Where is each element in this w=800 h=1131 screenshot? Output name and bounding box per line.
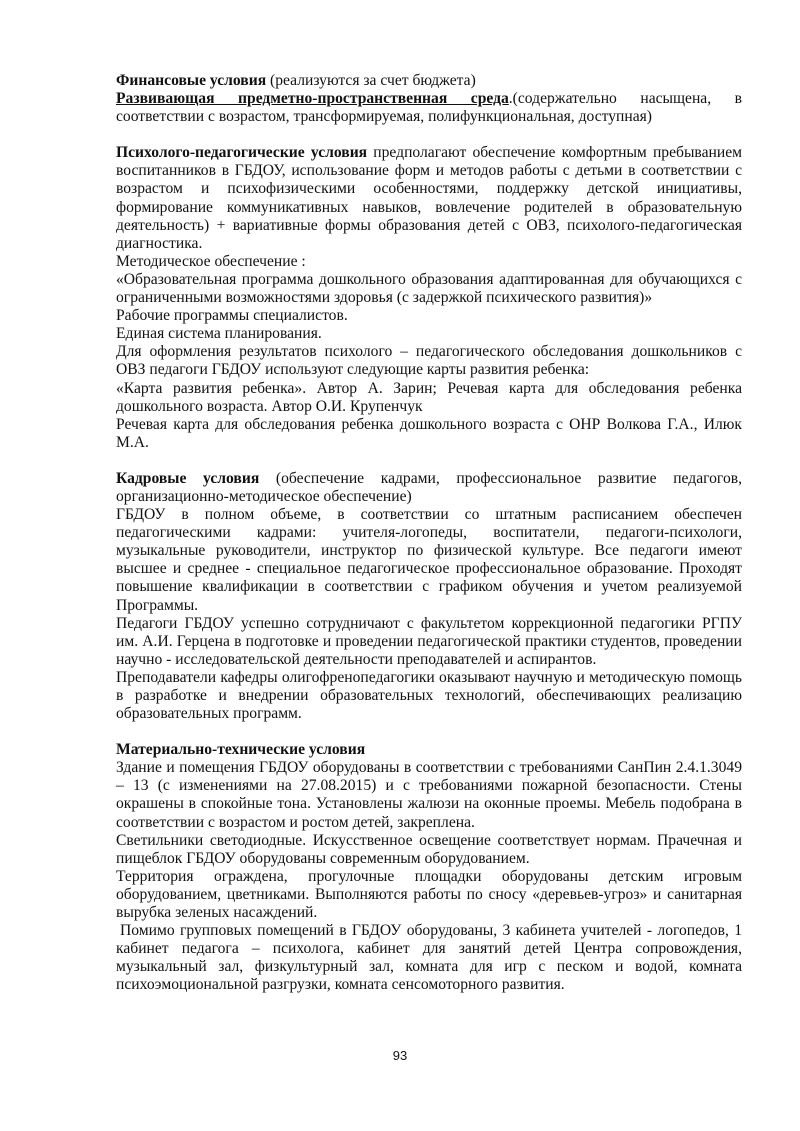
- spacer: [116, 126, 742, 144]
- environment-paragraph: [116, 90, 742, 126]
- financial-conditions-paragraph: [116, 72, 742, 90]
- material-paragraph-1: Здание и помещения ГБДОУ оборудованы в соответствии с требованиями СанПин 2.4.1.3049 – 13 (с изменениями на 27.08.2015) и с требованиями пожарной безопасности. Стены окрашены в спокойные тона. Установлены жалюзи на оконные проемы. Мебель подобрана в соответствии с возрастом и ростом детей, закреплена.: [116, 759, 742, 831]
- material-paragraph-4: Помимо групповых помещений в ГБДОУ оборудованы, 3 кабинета учителей - логопедов, 1 кабинет педагога – психолога, кабинет для занятий детей Центра сопровождения, музыкальный зал, физкультурный зал, комната для игр с песком и водой, комната психоэмоциональной разгрузки, комната сенсомоторного развития.: [116, 922, 742, 994]
- psych-conditions-title: Психолого-педагогические условия: [116, 144, 368, 162]
- staff-paragraph-1: ГБДОУ в полном объеме, в соответствии со штатным расписанием обеспечен педагогическими кадрами: учителя-логопеды, воспитатели, педагоги-психологи, музыкальные руководители, инструктор по физической культуре. Все педагоги имеют высшее и среднее - специальное педагогическое профессиональное образование. Проходят повышение квалификации в соответствии с графиком обучения и учетом реализуемой Программы.: [116, 506, 742, 614]
- psych-conditions-text: предполагают обеспечение комфортным пребыванием воспитанников в ГБДОУ, использование форм и методов работы с детьми в соответствии с возрастом и психофизическими особенностями, поддержку детской инициативы, формирование коммуникативных навыков, вовлечение родителей в образовательную деятельность) + вариативные формы образования детей с ОВЗ, психолого-педагогическая диагностика.: [116, 144, 742, 252]
- financial-conditions-title: Финансовые условия: [116, 72, 267, 89]
- financial-conditions-text: (реализуются за счет бюджета): [266, 72, 476, 89]
- staff-conditions-title: Кадровые условия: [116, 469, 260, 487]
- spacer: [116, 452, 742, 470]
- staff-conditions-text: (обеспечение кадрами, профессиональное развитие педагогов, организационно-методическое обеспечение): [116, 469, 742, 505]
- development-cards-intro: Для оформления результатов психолого – педагогического обследования дошкольников с ОВЗ педагоги ГБДОУ используют следующие карты развития ребенка:: [116, 343, 742, 379]
- method-support-label: Методическое обеспечение :: [116, 252, 306, 270]
- document-page: [116, 72, 742, 995]
- staff-conditions-paragraph: [116, 470, 742, 506]
- psych-conditions-paragraph: [116, 144, 742, 253]
- environment-title: Развивающая предметно-пространственная среда: [116, 90, 509, 108]
- material-conditions-title: Материально-технические условия: [116, 741, 366, 759]
- environment-text: .(содержательно насыщена, в соответствии с возрастом, трансформируемая, полифункциональная, доступная): [116, 90, 742, 126]
- work-programs: Рабочие программы специалистов.: [116, 307, 348, 325]
- development-cards-list-1: «Карта развития ребенка». Автор А. Зарин; Речевая карта для обследования ребенка дошкольного возраста. Автор О.И. Крупенчук: [116, 379, 742, 415]
- staff-paragraph-2: Педагоги ГБДОУ успешно сотрудничают с факультетом коррекционной педагогики РГПУ им. А.И. Герцена в подготовке и проведении педагогической практики студентов, проведении научно - исследовательской деятельности преподавателей и аспирантов.: [116, 614, 742, 668]
- educational-program: «Образовательная программа дошкольного образования адаптированная для обучающихся с ограниченными возможностями здоровья (с задержкой психического развития)»: [116, 270, 742, 307]
- staff-paragraph-3: Преподаватели кафедры олигофренопедагогики оказывают научную и методическую помощь в разработке и внедрении образовательных технологий, обеспечивающих реализацию образовательных программ.: [116, 668, 742, 723]
- material-paragraph-2: Светильники светодиодные. Искусственное освещение соответствует нормам. Прачечная и пищеблок ГБДОУ оборудованы современным оборудованием.: [116, 831, 742, 867]
- material-paragraph-3: Территория ограждена, прогулочные площадки оборудованы детским игровым оборудованием, цветниками. Выполняются работы по сносу «деревьев-угроз» и санитарная вырубка зеленых насаждений.: [116, 867, 742, 922]
- page-number: 93: [392, 1048, 408, 1063]
- planning-system: Единая система планирования.: [116, 325, 322, 343]
- spacer: [116, 723, 742, 741]
- development-cards-list-2: Речевая карта для обследования ребенка дошкольного возраста с ОНР Волкова Г.А., Илюк М.А.: [116, 415, 742, 451]
